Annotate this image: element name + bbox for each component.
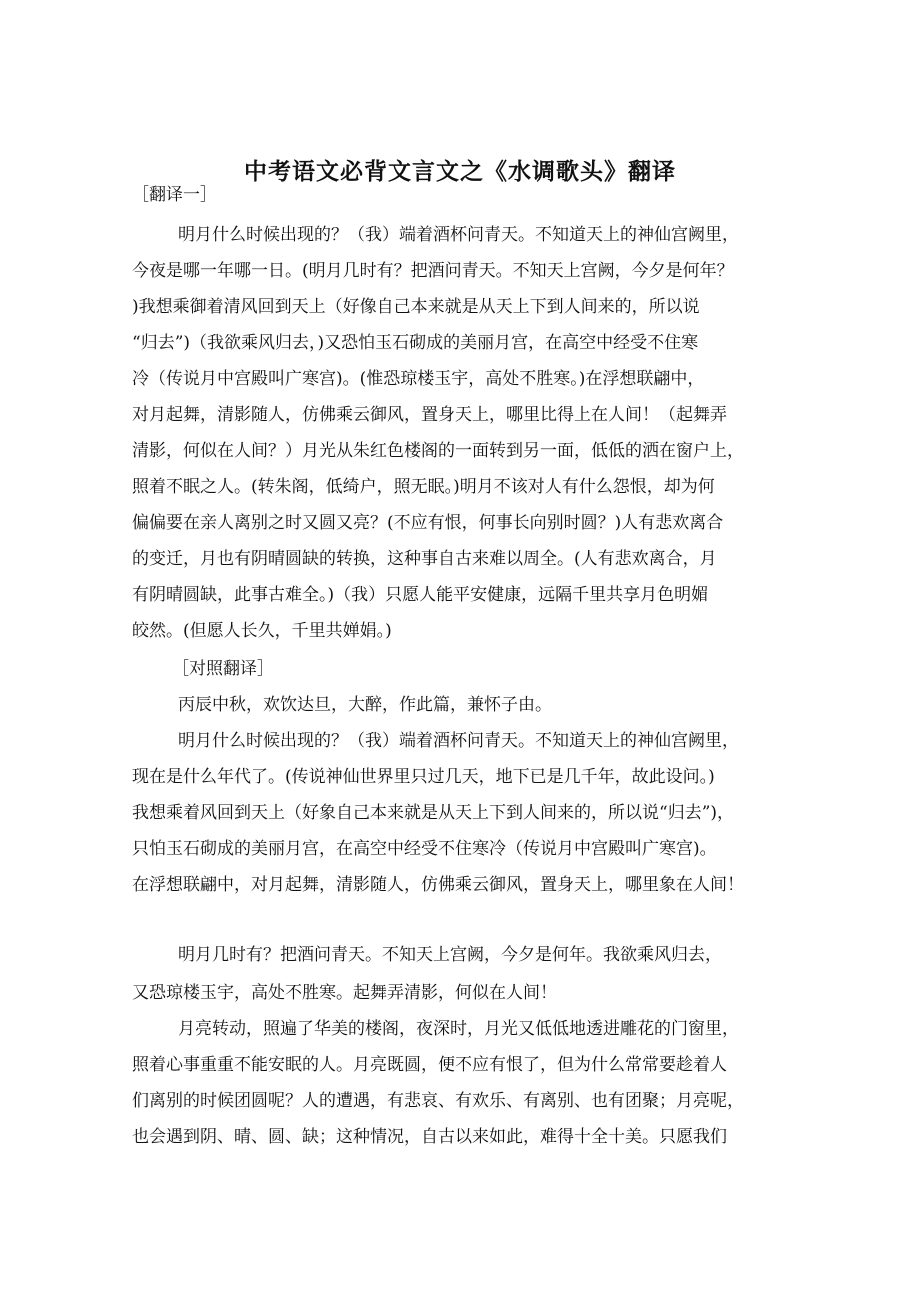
paragraph-line: 清影，何似在人间？）月光从朱红色楼阁的一面转到另一面，低低的洒在窗户上，: [132, 441, 744, 461]
poem-line: 明月几时有？把酒问青天。不知天上宫阙，今夕是何年。我欲乘风归去，: [178, 945, 722, 965]
paragraph-line: 在浮想联翩中，对月起舞，清影随人，仿佛乘云御风，置身天上，哪里象在人间！: [132, 875, 744, 895]
document-title: 中考语文必背文言文之《水调歌头》翻译: [244, 159, 676, 186]
paragraph-line: 皎然。(但愿人长久，千里共婵娟。): [132, 621, 392, 641]
paragraph-line: 只怕玉石砌成的美丽月宫，在高空中经受不住寒冷（传说月中宫殿叫广寒宫)。: [132, 839, 717, 859]
paragraph-line: “归去”)（我欲乘风归去，)又恐怕玉石砌成的美丽月宫，在高空中经受不住寒: [132, 333, 699, 353]
paragraph-line: 我想乘着风回到天上（好象自己本来就是从天上下到人间来的，所以说“归去”)，: [132, 803, 735, 823]
paragraph-line: 们离别的时候团圆呢？人的遭遇，有悲哀、有欢乐、有离别、也有团聚；月亮呢，: [132, 1091, 744, 1111]
paragraph-line: 月亮转动，照遍了华美的楼阁，夜深时，月光又低低地透进雕花的门窗里，: [178, 1019, 739, 1039]
paragraph-line: 对月起舞，清影随人，仿佛乘云御风，置身天上，哪里比得上在人间！（起舞弄: [132, 405, 727, 425]
paragraph-line: 现在是什么年代了。(传说神仙世界里只过几天，地下已是几千年，故此设问。): [132, 767, 715, 787]
paragraph-line: 偏偏要在亲人离别之时又圆又亮？(不应有恨，何事长向别时圆？)人有悲欢离合: [132, 513, 724, 533]
paragraph-line: 明月什么时候出现的？（我）端着酒杯问青天。不知道天上的神仙宫阙里，: [178, 225, 739, 245]
paragraph-line: 也会遇到阴、晴、圆、缺；这种情况，自古以来如此，难得十全十美。只愿我们: [132, 1127, 727, 1147]
paragraph-line: )我想乘御着清风回到天上（好像自己本来就是从天上下到人间来的，所以说: [132, 297, 700, 317]
paragraph-line: 今夜是哪一年哪一日。(明月几时有？把酒问青天。不知天上宫阙，今夕是何年？: [132, 261, 734, 281]
paragraph-line: 冷（传说月中宫殿叫广寒宫)。(惟恐琼楼玉宇，高处不胜寒。)在浮想联翩中，: [132, 369, 705, 389]
paragraph-line: 照着心事重重不能安眠的人。月亮既圆，便不应有恨了，但为什么常常要趁着人: [132, 1055, 727, 1075]
preface-line: 丙辰中秋，欢饮达旦，大醉，作此篇，兼怀子由。: [178, 695, 552, 715]
paragraph-line: 有阴晴圆缺，此事古难全。)（我）只愿人能平安健康，远隔千里共享月色明媚: [132, 585, 709, 605]
paragraph-line: 照着不眠之人。(转朱阁，低绮户，照无眠。)明月不该对人有什么怨恨，却为何: [132, 477, 715, 497]
section-heading-comparison: ［对照翻译］: [172, 659, 274, 679]
paragraph-line: 的变迁，月也有阴晴圆缺的转换，这种事自古来难以周全。(人有悲欢离合，月: [132, 549, 717, 569]
paragraph-line: 明月什么时候出现的？（我）端着酒杯问青天。不知道天上的神仙宫阙里，: [178, 731, 739, 751]
section-heading-translation-one: ［翻译一］: [132, 185, 217, 205]
poem-line: 又恐琼楼玉宇，高处不胜寒。起舞弄清影，何似在人间！: [132, 983, 557, 1003]
